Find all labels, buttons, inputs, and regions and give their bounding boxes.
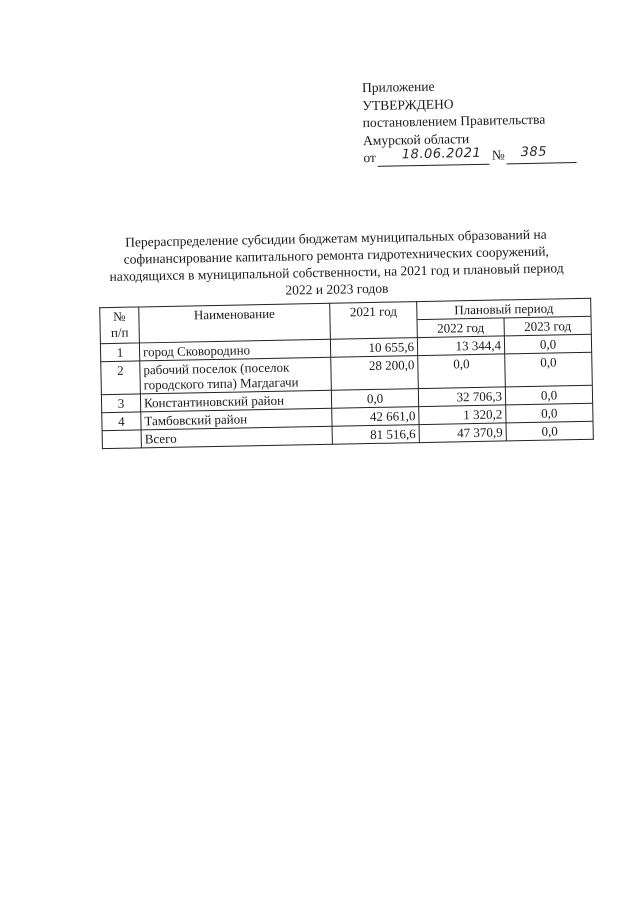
total-value-2023: 0,0 [506, 421, 593, 441]
decree-label: постановлением Правительства [362, 111, 546, 131]
row-value-2021: 0,0 [331, 389, 418, 409]
title-line-3: находящихся в муниципальной собственности, на 2021 год и плановый период [109, 260, 564, 285]
handwritten-date: 18.06.2021 [401, 145, 482, 163]
row-name: рабочий поселок (поселок городского типа) Магдагачи [140, 357, 332, 394]
row-value-2023: 0,0 [506, 403, 593, 423]
region-label: Амурской области [362, 130, 470, 148]
subsidy-table [99, 298, 594, 449]
header-2023: 2023 год [504, 316, 591, 336]
from-label: от [363, 149, 377, 166]
row-value-2021: 28 200,0 [331, 356, 419, 391]
row-value-2022: 13 344,4 [417, 336, 504, 356]
row-name: город Сковородино [139, 339, 330, 361]
handwritten-number: 385 [520, 144, 548, 161]
title-line-1: Перераспределение субсидии бюджетам муниципальных образований на [125, 226, 547, 250]
row-name: Константиновский район [140, 390, 331, 412]
row-value-2023: 0,0 [505, 352, 593, 387]
row-num: 2 [101, 361, 141, 395]
approved-label: УТВЕРЖДЕНО [362, 95, 454, 113]
header-num-abbr: п/п [110, 324, 129, 340]
row-value-2022: 1 320,2 [419, 405, 506, 425]
decree-date-number-line [363, 145, 579, 167]
row-num: 1 [100, 343, 139, 362]
total-num [102, 430, 141, 449]
title-line-4: 2022 и 2023 годов [285, 280, 389, 298]
document-title [96, 225, 577, 302]
row-num: 3 [101, 394, 140, 413]
approval-block [362, 75, 579, 167]
row-value-2021: 10 655,6 [330, 338, 417, 358]
title-line-2: софинансирование капитального ремонта гидротехнических сооружений, [123, 243, 549, 267]
header-2021: 2021 год [330, 302, 418, 340]
row-value-2022: 32 706,3 [418, 387, 505, 407]
total-name: Всего [141, 426, 332, 448]
number-label: № [491, 147, 505, 163]
header-num-symbol: № [113, 308, 126, 324]
row-name: Тамбовский район [141, 408, 332, 430]
row-value-2022: 0,0 [418, 354, 506, 389]
total-value-2021: 81 516,6 [332, 425, 419, 445]
appendix-label: Приложение [361, 78, 435, 96]
row-value-2023: 0,0 [505, 385, 592, 405]
row-value-2023: 0,0 [504, 334, 591, 354]
header-planned-period: Плановый период [417, 298, 591, 319]
row-value-2021: 42 661,0 [332, 407, 419, 427]
date-field [378, 147, 490, 166]
header-num [100, 307, 140, 344]
number-field [507, 146, 577, 164]
header-name: Наименование [139, 303, 331, 343]
row-num: 4 [102, 412, 141, 431]
header-2022: 2022 год [417, 318, 504, 338]
total-value-2022: 47 370,9 [419, 423, 506, 443]
